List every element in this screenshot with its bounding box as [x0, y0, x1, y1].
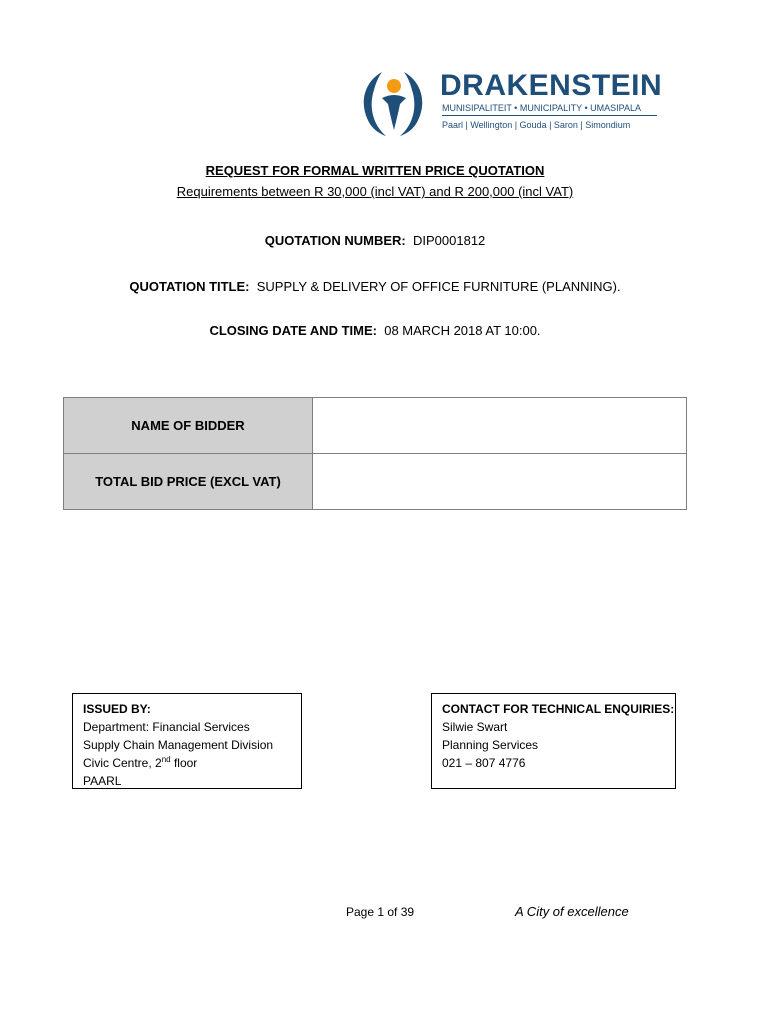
drakenstein-logo: [352, 64, 662, 138]
contact-phone: 021 – 807 4776: [442, 756, 526, 770]
contact-department: Planning Services: [442, 738, 539, 752]
quotation-title-label: QUOTATION TITLE:: [129, 279, 250, 294]
logo-subtitle: MUNISIPALITEIT • MUNICIPALITY • UMASIPALA: [442, 103, 642, 113]
logo-divider: [442, 115, 657, 116]
closing-date: [0, 323, 750, 338]
quotation-number: [0, 233, 750, 248]
closing-date-value: 08 MARCH 2018 AT 10:00.: [384, 323, 541, 338]
issued-by-department: Department: Financial Services: [83, 720, 250, 734]
address-floor: floor: [170, 756, 198, 770]
requirements-line: Requirements between R 30,000 (incl VAT) and R 200,000 (incl VAT): [176, 184, 574, 199]
quotation-title-value: SUPPLY & DELIVERY OF OFFICE FURNITURE (PLANNING).: [256, 279, 621, 294]
contact-heading: CONTACT FOR TECHNICAL ENQUIRIES:: [442, 702, 675, 716]
municipality-emblem-icon: [352, 64, 432, 138]
bid-table: [63, 397, 687, 510]
bid-price-label: TOTAL BID PRICE (EXCL VAT): [64, 454, 313, 510]
quotation-number-label: QUOTATION NUMBER:: [264, 233, 406, 248]
issued-by-division: Supply Chain Management Division: [83, 738, 274, 752]
logo-towns: Paarl | Wellington | Gouda | Saron | Simondium: [442, 120, 631, 130]
issued-by-city: PAARL: [83, 774, 122, 788]
bidder-name-label: NAME OF BIDDER: [64, 398, 313, 454]
quotation-number-value: DIP0001812: [413, 233, 486, 248]
issued-by-heading: ISSUED BY:: [83, 702, 151, 716]
address-text: Civic Centre, 2: [83, 756, 162, 770]
logo-name: DRAKENSTEIN: [440, 69, 663, 102]
technical-contact-box: [431, 693, 676, 789]
document-title: REQUEST FOR FORMAL WRITTEN PRICE QUOTATION: [205, 163, 545, 178]
contact-name: Silwie Swart: [442, 720, 508, 734]
table-row: [64, 398, 687, 454]
bidder-name-field[interactable]: [313, 398, 687, 454]
issued-by-box: [72, 693, 302, 789]
bid-price-field[interactable]: [313, 454, 687, 510]
table-row: [64, 454, 687, 510]
page-number: Page 1 of 39: [346, 905, 415, 919]
issued-by-address: [83, 754, 291, 772]
address-superscript: nd: [161, 755, 171, 764]
closing-date-label: CLOSING DATE AND TIME:: [209, 323, 377, 338]
quotation-title: [0, 279, 750, 294]
footer-tagline: A City of excellence: [515, 904, 629, 919]
